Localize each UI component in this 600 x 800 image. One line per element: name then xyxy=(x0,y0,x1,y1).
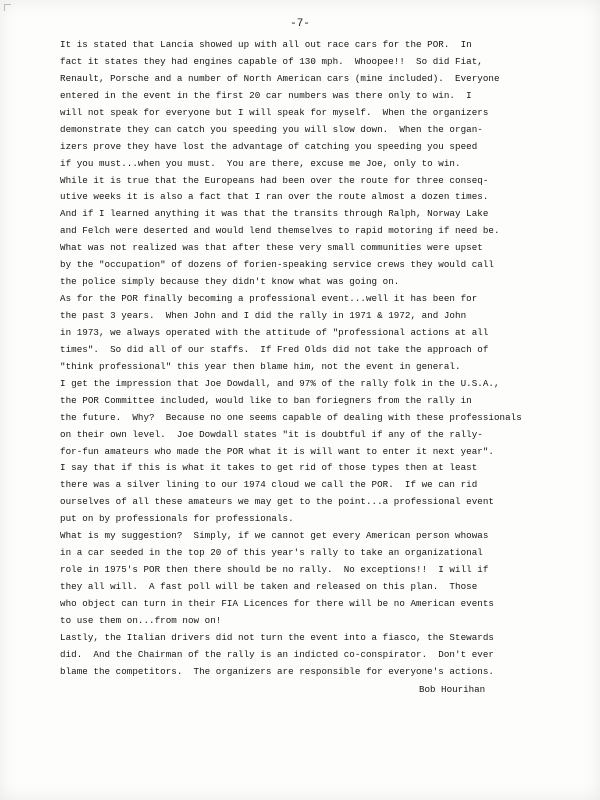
text-line: did. And the Chairman of the rally is an indicted co-conspirator. Don't ever xyxy=(60,648,494,660)
text-line: the past 3 years. When John and I did the rally in 1971 & 1972, and John xyxy=(60,310,467,321)
text-line: to use them on...from now on! xyxy=(60,614,222,626)
text-line: by the "occupation" of dozens of forien-speaking service crews they would call xyxy=(60,259,494,271)
text-line: izers prove they have lost the advantage of catching you speeding you speed xyxy=(60,140,478,152)
text-line: for-fun amateurs who made the POR what it is will want to enter it next year". xyxy=(60,445,494,457)
text-line: if you must...when you must. You are there, excuse me Joe, only to win. xyxy=(60,157,461,169)
text-line: who object can turn in their FIA Licences for there will be no American events xyxy=(60,597,494,609)
text-line: role in 1975's POR then there should be no rally. No exceptions!! I will if xyxy=(60,564,489,576)
text-line: put on by professionals for professionals. xyxy=(60,513,294,525)
text-line: and Felch were deserted and would lend themselves to rapid motoring if need be. xyxy=(60,225,500,237)
page-number: -7- xyxy=(290,18,310,30)
text-line: I get the impression that Joe Dowdall, and 97% of the rally folk in the U.S.A., xyxy=(60,377,500,389)
text-line: there was a silver lining to our 1974 cloud we call the POR. If we can rid xyxy=(60,479,478,491)
signature: Bob Hourihan xyxy=(419,684,486,695)
text-line: Lastly, the Italian drivers did not turn the event into a fiasco, the Stewards xyxy=(60,631,494,643)
text-line: blame the competitors. The organizers are responsible for everyone's actions. xyxy=(60,665,494,677)
text-line: I say that if this is what it takes to get rid of those types then at least xyxy=(60,462,478,474)
text-line: entered in the event in the first 20 car numbers was there only to win. I xyxy=(60,89,472,101)
text-line: in a car seeded in the top 20 of this year's rally to take an organizational xyxy=(60,547,483,559)
text-line: Renault, Porsche and a number of North American cars (mine included). Everyone xyxy=(60,72,500,84)
text-line: times". So did all of our staffs. If Fred Olds did not take the approach of xyxy=(60,343,489,355)
corner-mark xyxy=(4,4,11,11)
text-line: utive weeks it is also a fact that I ran over the route almost a dozen times. xyxy=(60,191,489,203)
text-line: ourselves of all these amateurs we may get to the point...a professional event xyxy=(60,496,494,508)
text-line: demonstrate they can catch you speeding you will slow down. When the organ- xyxy=(60,123,483,135)
text-line: And if I learned anything it was that the transits through Ralph, Norway Lake xyxy=(60,208,489,220)
text-line: While it is true that the Europeans had been over the route for three conseq- xyxy=(60,174,489,186)
text-line: the police simply because they didn't know what was going on. xyxy=(60,276,400,288)
text-line: the POR Committee included, would like to ban foriegners from the rally in xyxy=(60,394,472,406)
text-line: they all will. A fast poll will be taken and released on this plan. Those xyxy=(60,581,478,592)
text-line: "think professional" this year then blame him, not the event in general. xyxy=(60,360,461,372)
text-line: fact it states they had engines capable of 130 mph. Whoopee!! So did Fiat, xyxy=(60,55,483,67)
text-line: It is stated that Lancia showed up with all out race cars for the POR. In xyxy=(60,39,472,50)
text-line: will not speak for everyone but I will speak for myself. When the organizers xyxy=(60,106,489,118)
text-line: the future. Why? Because no one seems capable of dealing with these professionals xyxy=(60,411,522,423)
text-line: on their own level. Joe Dowdall states "it is doubtful if any of the rally- xyxy=(60,428,483,440)
letter-body xyxy=(60,37,580,681)
text-line: in 1973, we always operated with the attitude of "professional actions at all xyxy=(60,326,489,338)
text-line: What was not realized was that after these very small communities were upset xyxy=(60,242,483,254)
text-line: What is my suggestion? Simply, if we cannot get every American person whowas xyxy=(60,530,489,542)
text-line: As for the POR finally becoming a professional event...well it has been for xyxy=(60,293,478,305)
